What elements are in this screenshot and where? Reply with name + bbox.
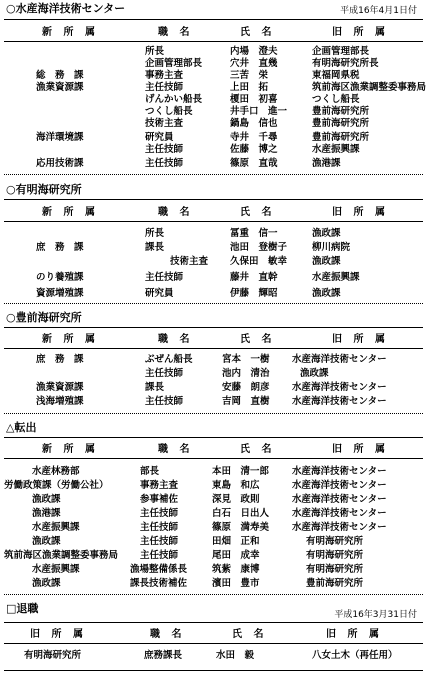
- effective-date: 平成16年4月1日付: [340, 6, 417, 16]
- cell-name: 寺井 千尋: [230, 132, 278, 143]
- cell-old-dept: 有明海研究所: [306, 550, 364, 561]
- cell-old-dept: 水産海洋技術センター: [292, 522, 387, 533]
- cell-old-dept: 水産振興課: [312, 144, 360, 155]
- cell-new-dept: 庶 務 課: [36, 354, 84, 365]
- cell-old-dept: 豊前海研究所: [312, 106, 370, 117]
- cell-post: 所長: [145, 228, 165, 239]
- cell-post: 部長: [140, 466, 160, 477]
- cell-old-dept: 水産海洋技術センター: [292, 382, 387, 393]
- table-row: [0, 132, 427, 144]
- header-old-dept: 旧 所 属: [332, 207, 389, 218]
- cell-name: 久保田 敏幸: [230, 256, 288, 267]
- table-row: [0, 354, 427, 366]
- cell-post: 庶務課長: [144, 650, 183, 661]
- section-title-buzen-lab: ○豊前海研究所: [6, 311, 82, 324]
- header-name: 氏 名: [232, 629, 268, 640]
- table-row: [0, 368, 427, 380]
- cell-old-dept: 柳川病院: [312, 242, 351, 253]
- header-old-dept: 旧 所 属: [30, 629, 87, 640]
- cell-post: 主任技師: [140, 522, 179, 533]
- rule: [4, 670, 423, 671]
- table-row: [0, 550, 427, 562]
- cell-name: 冨重 信一: [230, 228, 278, 239]
- cell-destination: 八女土木（再任用）: [312, 650, 398, 661]
- table-row: [0, 578, 427, 590]
- cell-post: 研究員: [145, 132, 174, 143]
- cell-name: 上田 拓: [230, 82, 269, 93]
- cell-name: 佐藤 博之: [230, 144, 278, 155]
- cell-old-dept: 有明海研究所: [24, 650, 82, 661]
- header-name: 氏 名: [240, 27, 276, 38]
- cell-old-dept: 漁政課: [300, 368, 329, 379]
- cell-post: 技術主査: [145, 118, 184, 129]
- rule: [4, 348, 423, 349]
- cell-post: 漁場整備係長: [130, 564, 188, 575]
- cell-new-dept: 労働政策課（労働公社）: [4, 480, 109, 491]
- cell-name: 白石 日出人: [212, 508, 270, 519]
- table-row: [0, 564, 427, 576]
- rule: [4, 41, 423, 42]
- cell-post: 技術主査: [170, 256, 209, 267]
- cell-old-dept: 豊前海研究所: [312, 118, 370, 129]
- cell-name: 篠原 満寿美: [212, 522, 270, 533]
- table-row: [0, 228, 427, 240]
- table-row: [0, 288, 427, 300]
- table-row: [0, 82, 427, 94]
- cell-post: 課長技術補佐: [130, 578, 188, 589]
- cell-old-dept: 有明海研究所: [306, 564, 364, 575]
- section-title-transfers-out: △転出: [6, 421, 37, 434]
- column-headers: [0, 628, 427, 642]
- cell-old-dept: 漁政課: [312, 256, 341, 267]
- cell-post: 参事補佐: [140, 494, 179, 505]
- cell-new-dept: 資源増殖課: [36, 288, 84, 299]
- cell-name: 本田 清一郎: [212, 466, 270, 477]
- cell-name: 深見 政則: [212, 494, 260, 505]
- column-headers: [0, 333, 427, 347]
- cell-post: 主任技師: [140, 536, 179, 547]
- cell-post: 主任技師: [145, 368, 184, 379]
- cell-name: 三苦 栄: [230, 70, 269, 81]
- header-new-dept: 新 所 属: [42, 27, 99, 38]
- table-row: [0, 494, 427, 506]
- cell-old-dept: 有明海研究所長: [312, 58, 379, 69]
- cell-post: 主任技師: [145, 158, 184, 169]
- rule: [4, 199, 423, 200]
- rule: [4, 19, 423, 20]
- rule: [4, 622, 423, 623]
- section-divider: [4, 594, 423, 595]
- header-name: 氏 名: [240, 444, 276, 455]
- cell-post: 事務主査: [145, 70, 184, 81]
- cell-post: げんかい船長: [145, 94, 203, 105]
- cell-old-dept: 水産海洋技術センター: [292, 354, 387, 365]
- table-row: [0, 536, 427, 548]
- cell-new-dept: 海洋環境課: [36, 132, 84, 143]
- cell-post: 課長: [145, 382, 165, 393]
- cell-new-dept: 応用技術課: [36, 158, 84, 169]
- cell-new-dept: 漁政課: [32, 536, 61, 547]
- header-new-dept: 新 所 属: [42, 444, 99, 455]
- header-name: 氏 名: [240, 207, 276, 218]
- cell-post: つくし船長: [145, 106, 193, 117]
- cell-old-dept: 水産海洋技術センター: [292, 508, 387, 519]
- cell-name: 池田 登樹子: [230, 242, 288, 253]
- header-new-dept: 新 所 属: [42, 334, 99, 345]
- section-divider: [4, 413, 423, 414]
- cell-old-dept: 水産海洋技術センター: [292, 480, 387, 491]
- cell-post: 主任技師: [145, 396, 184, 407]
- cell-post: 事務主査: [140, 480, 179, 491]
- cell-old-dept: 有明海研究所: [306, 536, 364, 547]
- cell-new-dept: 漁業資源課: [36, 382, 84, 393]
- cell-new-dept: 漁政課: [32, 494, 61, 505]
- column-headers: [0, 206, 427, 220]
- cell-new-dept: 筑前海区漁業調整委事務局: [4, 550, 119, 561]
- cell-name: 東島 和広: [212, 480, 260, 491]
- cell-old-dept: 漁政課: [312, 228, 341, 239]
- table-row: [0, 70, 427, 82]
- header-name: 氏 名: [240, 334, 276, 345]
- cell-name: 井手口 進一: [230, 106, 288, 117]
- cell-name: 筑紫 康博: [212, 564, 260, 575]
- cell-name: 水田 毅: [216, 650, 255, 661]
- column-headers: [0, 26, 427, 40]
- cell-name: 篠原 直哉: [230, 158, 278, 169]
- cell-new-dept: 水産振興課: [32, 564, 80, 575]
- cell-new-dept: 漁業資源課: [36, 82, 84, 93]
- section-title-retirement: □退職: [6, 602, 39, 615]
- cell-post: 所長: [145, 46, 165, 57]
- cell-post: 課長: [145, 242, 165, 253]
- cell-name: 榎田 初喜: [230, 94, 278, 105]
- header-old-dept: 旧 所 属: [332, 444, 389, 455]
- cell-new-dept: 浅海増殖課: [36, 396, 84, 407]
- rule: [4, 458, 423, 459]
- cell-post: 研究員: [145, 288, 174, 299]
- rule: [4, 221, 423, 222]
- cell-old-dept: 水産振興課: [312, 272, 360, 283]
- table-row: [0, 382, 427, 394]
- cell-post: ぶぜん船長: [145, 354, 193, 365]
- header-old-dept: 旧 所 属: [326, 629, 383, 640]
- section-title-fisheries-center: ○水産海洋技術センター: [6, 2, 126, 15]
- table-row: [0, 272, 427, 284]
- cell-post: 主任技師: [140, 508, 179, 519]
- header-post: 職 名: [158, 334, 194, 345]
- cell-name: 内場 澄夫: [230, 46, 278, 57]
- header-old-dept: 旧 所 属: [332, 27, 389, 38]
- cell-name: 伊藤 輝昭: [230, 288, 278, 299]
- cell-old-dept: 筑前海区漁業調整委事務局: [312, 82, 427, 93]
- section-divider: [4, 303, 423, 304]
- cell-old-dept: 豊前海研究所: [312, 132, 370, 143]
- header-post: 職 名: [158, 444, 194, 455]
- cell-new-dept: 漁政課: [32, 578, 61, 589]
- column-headers: [0, 443, 427, 457]
- table-row: [0, 256, 427, 268]
- table-row: [0, 466, 427, 478]
- table-row: [0, 396, 427, 408]
- table-row: [0, 522, 427, 534]
- table-row: [0, 106, 427, 118]
- cell-old-dept: 東福岡県税: [312, 70, 360, 81]
- cell-new-dept: 水産林務部: [32, 466, 80, 477]
- cell-old-dept: 水産海洋技術センター: [292, 466, 387, 477]
- cell-new-dept: 水産振興課: [32, 522, 80, 533]
- section-divider: [4, 174, 423, 175]
- table-row: [0, 480, 427, 492]
- cell-old-dept: 漁港課: [312, 158, 341, 169]
- cell-old-dept: 水産海洋技術センター: [292, 396, 387, 407]
- cell-old-dept: 水産海洋技術センター: [292, 494, 387, 505]
- cell-new-dept: 漁港課: [32, 508, 61, 519]
- cell-new-dept: 総 務 課: [36, 70, 84, 81]
- header-post: 職 名: [150, 629, 186, 640]
- section-title-ariake-lab: ○有明海研究所: [6, 183, 82, 196]
- cell-name: 藤井 直幹: [230, 272, 278, 283]
- cell-name: 吉岡 直樹: [222, 396, 270, 407]
- cell-name: 宮本 一樹: [222, 354, 270, 365]
- cell-new-dept: 庶 務 課: [36, 242, 84, 253]
- table-row: [0, 94, 427, 106]
- cell-name: 鍋島 信也: [230, 118, 278, 129]
- cell-name: 安藤 朗彦: [222, 382, 270, 393]
- table-row: [0, 650, 427, 662]
- cell-post: 主任技師: [145, 82, 184, 93]
- table-row: [0, 46, 427, 58]
- cell-old-dept: 企画管理部長: [312, 46, 370, 57]
- retirement-date: 平成16年3月31日付: [334, 610, 417, 620]
- table-row: [0, 242, 427, 254]
- rule: [4, 327, 423, 328]
- cell-old-dept: 豊前海研究所: [306, 578, 364, 589]
- cell-name: 池内 清治: [222, 368, 270, 379]
- cell-name: 濱田 豊市: [212, 578, 260, 589]
- table-row: [0, 118, 427, 130]
- table-row: [0, 144, 427, 156]
- cell-old-dept: 漁政課: [312, 288, 341, 299]
- rule: [4, 643, 423, 644]
- rule: [4, 437, 423, 438]
- table-row: [0, 158, 427, 170]
- cell-old-dept: つくし船長: [312, 94, 360, 105]
- cell-name: 尾田 成幸: [212, 550, 260, 561]
- table-row: [0, 58, 427, 70]
- header-new-dept: 新 所 属: [42, 207, 99, 218]
- header-post: 職 名: [158, 27, 194, 38]
- cell-post: 主任技師: [140, 550, 179, 561]
- table-row: [0, 508, 427, 520]
- cell-post: 主任技師: [145, 272, 184, 283]
- cell-post: 企画管理部長: [145, 58, 203, 69]
- cell-name: 田畑 正和: [212, 536, 260, 547]
- header-post: 職 名: [158, 207, 194, 218]
- cell-post: 主任技師: [145, 144, 184, 155]
- cell-name: 穴井 直幾: [230, 58, 278, 69]
- cell-new-dept: のり養殖課: [36, 272, 84, 283]
- header-old-dept: 旧 所 属: [332, 334, 389, 345]
